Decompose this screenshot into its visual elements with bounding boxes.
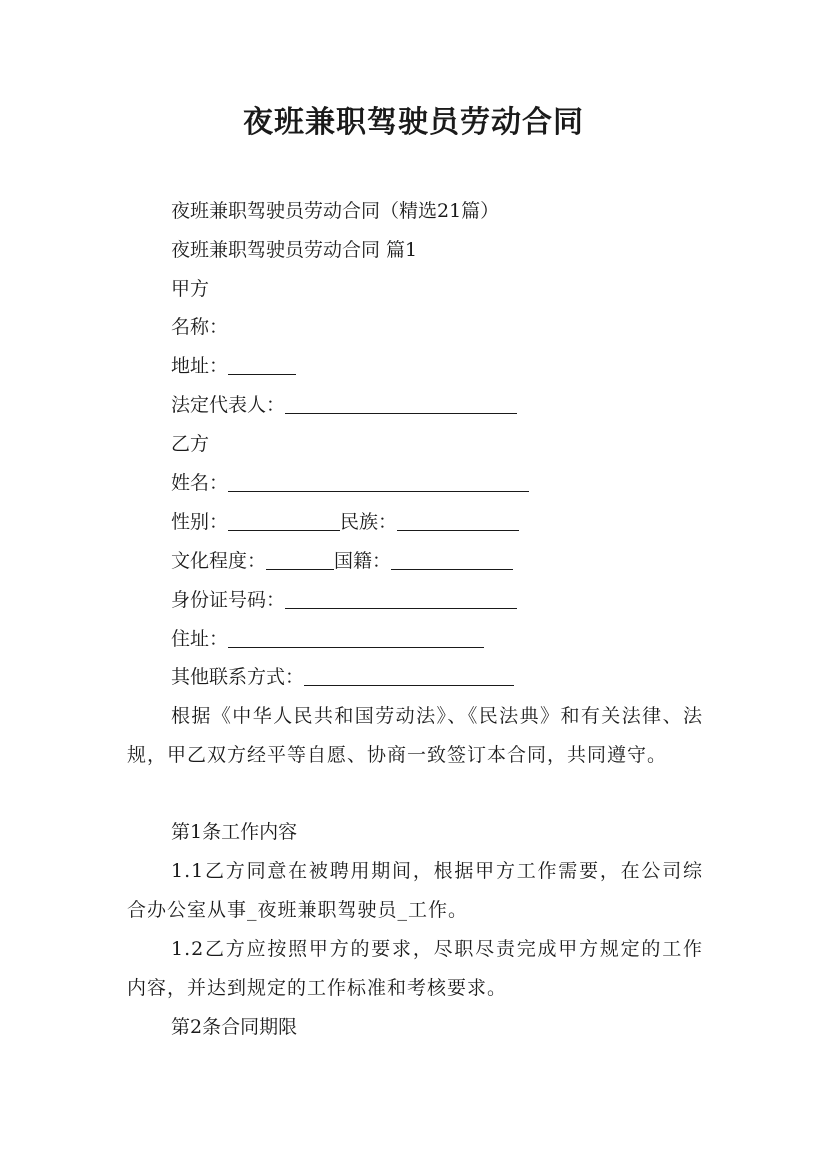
document-title: 夜班兼职驾驶员劳动合同 [243,105,584,140]
party-b-gender-blank [228,510,340,531]
section-heading: 夜班兼职驾驶员劳动合同 篇1 [171,239,418,261]
party-a-address-blank [228,354,296,375]
party-b-residence-row [171,626,484,652]
intro-paragraph: 根据《中华人民共和国劳动法》、《民法典》和有关法律、法规，甲乙双方经平等自愿、协商一致签订本合同，共同遵守。 [127,705,703,766]
party-b-gender-ethnicity-row [171,509,519,535]
document-subtitle: 夜班兼职驾驶员劳动合同（精选21篇） [171,200,500,222]
party-b-gender-label: 性别： [171,511,229,533]
clause-1-2: 1.2乙方应按照甲方的要求，尽职尽责完成甲方规定的工作内容，并达到规定的工作标准和考核要求。 [127,938,703,999]
party-b-residence-label: 住址： [171,628,229,650]
party-b-name-label: 姓名： [171,472,229,494]
party-b-label: 乙方 [171,433,210,455]
party-b-id-row [171,587,517,613]
party-a-legal-rep-label: 法定代表人： [171,394,286,416]
party-b-id-blank [285,588,517,609]
party-b-nationality-blank [391,549,513,570]
party-a-address-row [171,353,296,379]
party-b-id-label: 身份证号码： [171,589,286,611]
party-b-contact-row [171,664,514,690]
party-b-education-nationality-row [171,548,513,574]
article-1-heading: 第1条工作内容 [171,821,298,843]
clause-1-1: 1.1乙方同意在被聘用期间，根据甲方工作需要，在公司综合办公室从事_夜班兼职驾驶员_工作。 [127,860,703,921]
party-b-nationality-label: 国籍： [334,550,392,572]
party-b-ethnicity-blank [397,510,519,531]
party-b-contact-label: 其他联系方式： [171,666,305,688]
party-a-label: 甲方 [171,278,210,300]
party-b-contact-blank [304,665,514,686]
party-b-education-label: 文化程度： [171,550,267,572]
party-b-name-blank [228,471,529,492]
party-b-name-row [171,470,529,496]
party-b-ethnicity-label: 民族： [340,511,398,533]
article-2-heading: 第2条合同期限 [171,1016,298,1038]
party-a-name-label: 名称： [171,316,229,338]
party-b-education-blank [266,549,334,570]
party-b-residence-blank [228,627,484,648]
party-a-address-label: 地址： [171,355,229,377]
party-a-legal-rep-blank [285,393,517,414]
party-a-legal-rep-row [171,392,517,418]
